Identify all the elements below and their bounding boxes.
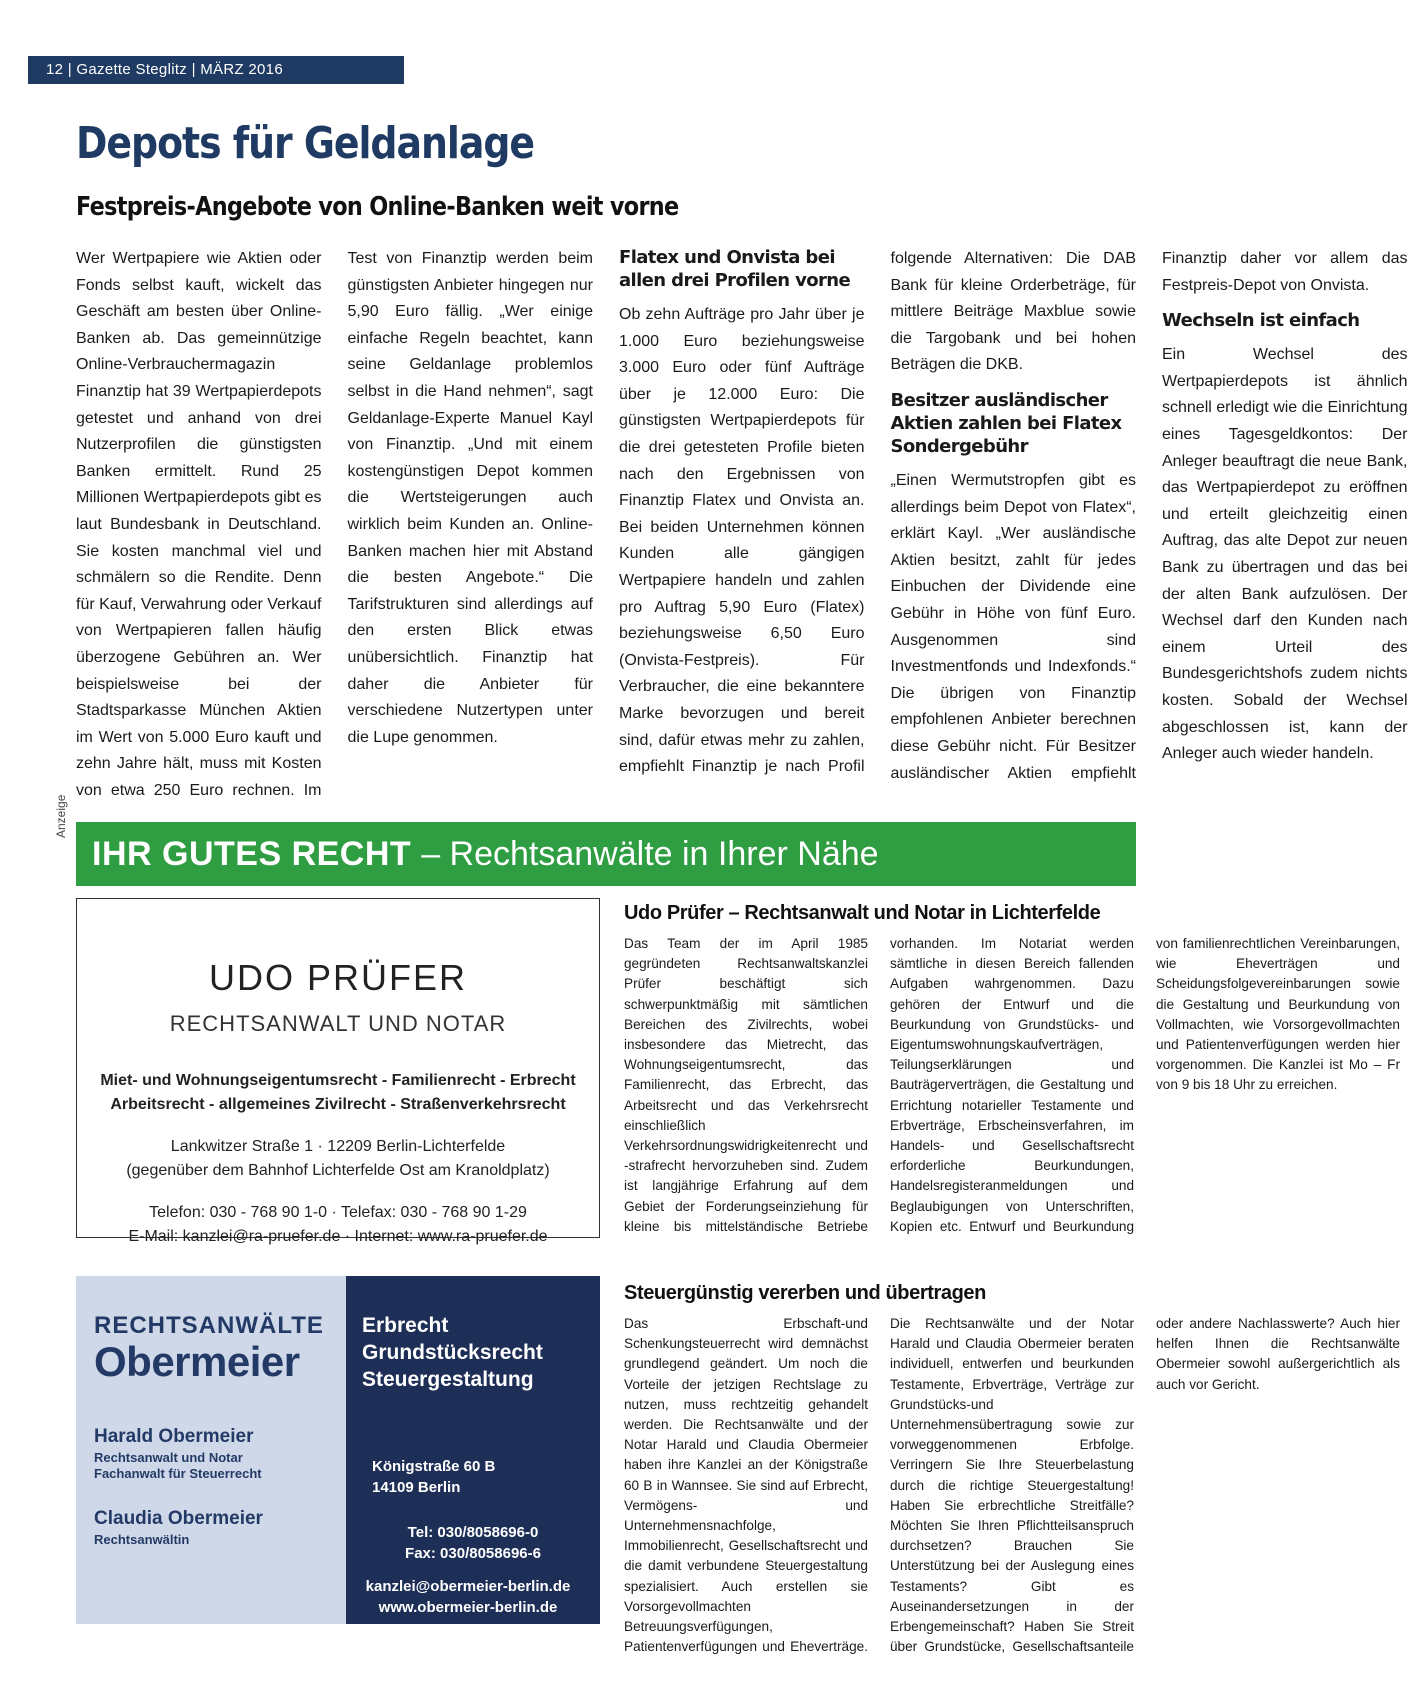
obermeier-areas [362,1312,543,1393]
article-paragraph: Wer Wertpapiere wie Aktien oder Fonds selbst kauft, wickelt das Geschäft am besten über Online-Banken ab. Das gemeinnützige Online-Verbrauchermagazin Finanztip hat 39 Wertpapierdepots getestet und anhand von drei Nutzerprofilen die günstigsten Banken ermittelt. Rund 25 Millionen Wertpapierdepots gibt es laut Bundesbank in Deutschland. Sie kosten manchmal viel und schmälern so die Rendite. Denn für Kauf, Verwahrung oder Verkauf von Wertpapieren fallen häufig überzogene Gebühren an. Wer beispielsweise bei der Stadtsparkasse München Aktien im Wert von 5.000 Euro kauft und zehn Jahre hält, muss mit Kosten von etwa 250 Euro rechnen. Im Test von Finanztip werden beim günstigsten Anbieter hingegen nur 5,90 Euro fällig. „Wer einige einfache Regeln beachtet, kann seine Geldanlage problemlos selbst in die Hand nehmen“, sagt Geldanlage-Experte Manuel Kayl von Finanztip. „Und mit einem kostengünstigen Depot kommen die Wertsteigerungen auch wirklich beim Kunden an. Online-Banken machen hier mit Abstand die besten Angebote.“ Die Tarifstrukturen sind allerdings auf den ersten Blick etwas unübersichtlich. Finanztip hat daher die Anbieter für verschiedene Nutzertypen unter die Lupe genommen. [76,250,593,799]
obermeier-area: Steuergestaltung [362,1368,534,1391]
pruefer-name: UDO PRÜFER [208,957,467,998]
pruefer-address-line: (gegenüber dem Bahnhof Lichterfelde Ost am Kranoldplatz) [126,1162,550,1179]
banner-subtitle: – Rechtsanwälte in Ihrer Nähe [421,834,879,873]
banner-title: IHR GUTES RECHT [92,834,412,873]
obermeier-fax: Fax: 030/8058696-6 [405,1545,541,1562]
obermeier-area: Grundstücksrecht [362,1341,543,1364]
pruefer-contact-line: Telefon: 030 - 768 90 1-0 · Telefax: 030 - 768 90 1-29 [149,1204,527,1221]
article-subheadline: Festpreis-Angebote von Online-Banken weit vorne [76,192,679,222]
page-folio: 12 | Gazette Steglitz | MÄRZ 2016 [28,56,404,84]
article-body [76,246,1408,806]
obermeier-city: 14109 Berlin [372,1479,461,1496]
section-heading-switching: Wechseln ist einfach [1162,310,1360,332]
pruefer-areas-line: Miet- und Wohnungseigentumsrecht - Familienrecht - Erbrecht [100,1072,576,1089]
pruefer-contact-line: E-Mail: kanzlei@ra-pruefer.de · Internet: www.ra-pruefer.de [128,1228,548,1245]
ad-pruefer [76,898,600,1245]
obermeier-right-panel [346,1276,600,1624]
obermeier-website: www.obermeier-berlin.de [378,1599,558,1616]
obermeier-article-body [624,1314,1400,1676]
obermeier-name: Obermeier [94,1338,300,1385]
ad-banner [76,822,1136,886]
pruefer-areas [77,1069,599,1117]
pruefer-article-text: Das Team der im April 1985 gegründeten Rechtsanwaltskanzlei Prüfer beschäftigt sich schwerpunktmäßig mit sämtlichen Bereichen des Zivilrechts, wobei insbesondere das Mietrecht, das Wohnungseigentumsrecht, das Familienrecht, das Erbrecht, das Arbeitsrecht und das Verkehrsrecht einschließlich Verkehrsordnungswidrigkeitenrecht und -strafrecht hervorzuheben sind. Zudem ist langjährige Erfahrung auf dem Gebiet der Forderungseinziehung für kleine bis mittelständische Betriebe vorhanden. Im Notariat werden sämtliche in diesen Bereich fallenden Aufgaben wahrgenommen. Dazu gehören der Entwurf und die Beurkundung von Grundstücks- und Eigentumswohnungskaufverträgen, Teilungserklärungen und Bauträgerverträgen, die Gestaltung und Errichtung notarieller Testamente und Erbverträge, Erbscheinsverfahren, im Handels- und Gesellschaftsrecht erforderliche Beurkundungen, Handelsregisteranmeldungen und Beglaubigungen von Unterschriften, Kopien etc. Entwurf und Beurkundung von familienrechtlichen Vereinbarungen, wie Eheverträgen und Scheidungsfolgevereinbarungen sowie die Gestaltung und Beurkundung von Vollmachten, wie Vorsorgevollmachten und Patientenverfügungen werden hier vorgenommen. Die Kanzlei ist Mo – Fr von 9 bis 18 Uhr zu erreichen. [624,936,1400,1234]
obermeier-person1-title: Fachanwalt für Steuerrecht [94,1466,262,1481]
obermeier-article-title: Steuergünstig vererben und übertragen [624,1282,986,1304]
obermeier-person2: Claudia Obermeier [94,1508,263,1529]
obermeier-label: RECHTSANWÄLTE [94,1312,324,1339]
pruefer-article-body [624,934,1400,1250]
section-heading-profiles: Flatex und Onvista bei allen drei Profilen vorne [619,247,851,291]
section-heading-foreign-shares: Besitzer ausländischer Aktien zahlen bei Flatex Sondergebühr [890,389,1122,457]
pruefer-contact [77,1201,599,1249]
obermeier-phone-block [346,1522,600,1564]
article-paragraph: „Einen Wermutstropfen gibt es allerdings beim Depot von Flatex“, erklärt Kayl. „Wer ausländische Aktien besitzt, zahlt für jedes Einbuchen der Dividende eine Gebühr in Höhe von fünf Euro. Ausgenommen sind Investmentfonds und Indexfonds.“ Die übrigen von Finanztip empfohlenen Anbieter berechnen diese Gebühr nicht. Für Besitzer ausländischer Aktien empfiehlt Finanztip daher vor allem das Festpreis-Depot von Onvista. [890,250,1408,782]
obermeier-street: Königstraße 60 B [372,1458,496,1475]
obermeier-email: kanzlei@obermeier-berlin.de [365,1578,571,1595]
pruefer-address-line: Lankwitzer Straße 1 · 12209 Berlin-Lichterfelde [170,1138,506,1155]
article-paragraph: Ein Wechsel des Wertpapierdepots ist ähnlich schnell erledigt wie die Einrichtung eines Tagesgeldkontos: Der Anleger beauftragt die neue Bank, das Wertpapierdepot zu eröffnen und erteilt gleichzeitig einen Auftrag, das alte Depot zur neuen Bank zu übertragen und das bei der alten Bank aufzulösen. Der Wechsel darf den Kunden nach einem Urteil des Bundesgerichtshofs zudem nichts kosten. Sobald der Wechsel abgeschlossen ist, kann der Anleger auch wieder handeln. [1162,346,1408,763]
obermeier-area: Erbrecht [362,1314,449,1337]
obermeier-article-text: Das Erbschaft-und Schenkungsteuerrecht wird demnächst grundlegend geändert. Um noch die Vorteile der jetzigen Rechtslage zu nutzen, muss rechtzeitig gehandelt werden. Die Rechtsanwälte und der Notar Harald und Claudia Obermeier haben ihre Kanzlei an der Königstraße 60 B in Wannsee. Sie sind auf Erbrecht, Vermögens- und Unternehmensnachfolge, Immobilienrecht, Gesellschaftsrecht und die damit verbundene Steuergestaltung spezialisiert. Auch erstellen sie Vorsorgevollmachten Betreuungsverfügungen, Patientenverfügungen und Eheverträge. Die Rechtsanwälte und der Notar Harald und Claudia Obermeier beraten individuell, entwerfen und beurkunden Testamente, Erbverträge, Verträge zur Grundstücks-und Unternehmensübertragung sowie zur vorweggenommenen Erbfolge. Verringern Sie Ihre Steuerbelastung durch die richtige Steuergestaltung! Haben Sie erbrechtliche Streitfälle? Möchten Sie Ihren Pflichtteilsanspruch durchsetzen? Brauchen Sie Unterstützung bei der Auslegung eines Testaments? Gibt es Auseinandersetzungen in der Erbengemeinschaft? Haben Sie Streit über Grundstücke, Gesellschaftsanteile oder andere Nachlasswerte? Auch hier helfen Ihnen die Rechtsanwälte Obermeier sowohl außergerichtlich als auch vor Gericht. [624,1316,1400,1655]
article-headline: Depots für Geldanlage [76,118,535,169]
article-paragraph: Ob zehn Aufträge pro Jahr über je 1.000 Euro beziehungsweise 3.000 Euro oder fünf Aufträge über je 12.000 Euro: Die günstigsten Wertpapierdepots für die drei getesteten Profile bieten nach den Ergebnissen von Finanztip Flatex und Onvista an. Bei beiden Unternehmen können Kunden alle gängigen Wertpapiere handeln und zahlen pro Auftrag 5,90 Euro (Flatex) beziehungsweise 6,50 Euro (Onvista-Festpreis). Für Verbraucher, die eine bekanntere Marke bevorzugen und bereit sind, dafür etwas mehr zu zahlen, empfiehlt Finanztip je nach Profil folgende Alternativen: Die DAB Bank für kleine Orderbeträge, für mittlere Beiträge Maxblue sowie die Targobank und bei hohen Beträgen die DKB. [619,250,1136,776]
obermeier-web-block [336,1576,600,1618]
obermeier-address [372,1456,495,1498]
pruefer-article-title: Udo Prüfer – Rechtsanwalt und Notar in Lichterfelde [624,902,1101,924]
pruefer-areas-line: Arbeitsrecht - allgemeines Zivilrecht - Straßenverkehrsrecht [110,1096,566,1113]
obermeier-person1: Harald Obermeier [94,1426,254,1447]
obermeier-phone: Tel: 030/8058696-0 [407,1524,539,1541]
ad-obermeier [76,1276,600,1624]
ad-label: Anzeige [54,794,68,838]
pruefer-role: RECHTSANWALT UND NOTAR [169,1011,507,1036]
obermeier-person2-title: Rechtsanwältin [94,1532,190,1547]
obermeier-left-panel [76,1276,346,1624]
obermeier-person1-title: Rechtsanwalt und Notar [94,1450,243,1465]
pruefer-address [77,1135,599,1183]
